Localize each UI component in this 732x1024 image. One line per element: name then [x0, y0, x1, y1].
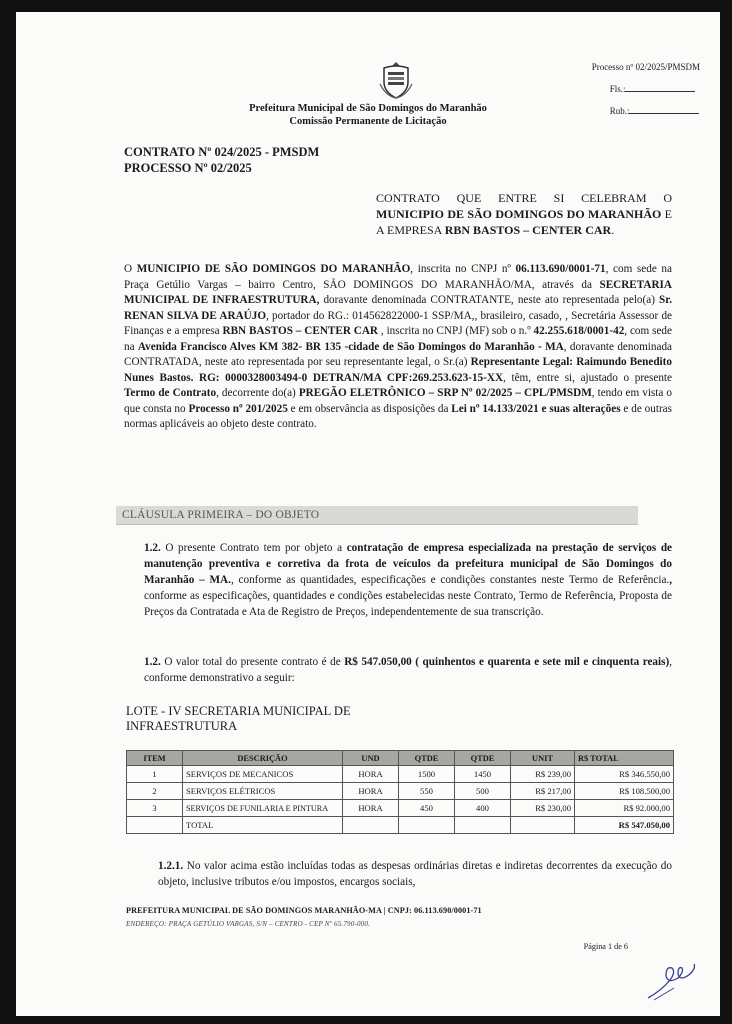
item-text: , conforme demonstrativo a seguir:: [144, 656, 673, 684]
item-number: 1.2.: [144, 542, 161, 554]
col-header-item: ITEM: [127, 751, 183, 766]
preamble-text: , tendo em vista o que consta no: [124, 387, 673, 415]
cell-descricao: SERVIÇOS DE FUNILARIA E PINTURA: [183, 800, 343, 817]
cell-empty: [127, 817, 183, 834]
preamble-text: , decorrente do(a): [216, 387, 299, 399]
preamble-text: , com sede na Praça Getúlio Vargas – bairro Centro, SÃO DOMINGOS DO MARANHÃO/MA, através da: [124, 263, 672, 291]
footer-endereco: ENDEREÇO: PRAÇA GETÚLIO VARGAS, S/N – CENTRO - CEP Nº 65.790-000.: [126, 920, 371, 928]
cell-und: HORA: [343, 766, 399, 783]
cell-qtde: 550: [399, 783, 455, 800]
preamble-bold: PREGÃO ELETRÔNICO – SRP Nº 02/2025 – CPL/PMSDM: [298, 387, 592, 399]
process-title: PROCESSO Nº 02/2025: [124, 161, 252, 175]
table-row: [127, 783, 674, 800]
cell-unit: R$ 230,00: [511, 800, 575, 817]
preamble-bold: 42.255.618/0001-42: [533, 325, 625, 337]
clausula-primeira-heading: CLÁUSULA PRIMEIRA – DO OBJETO: [116, 506, 638, 525]
item-text: , conforme as quantidades, especificações e condições constantes neste Termo de Referência.: [230, 574, 670, 586]
cell-total: R$ 108.500,00: [575, 783, 674, 800]
preamble-text: , com sede na: [124, 325, 672, 353]
document-page: [16, 12, 720, 1016]
preamble-text: , inscrita no CNPJ (MF) sob o n.º: [378, 325, 534, 337]
preamble-text: e de outras normas aplicáveis ao objeto deste contrato.: [124, 402, 672, 430]
footer-prefeitura: PREFEITURA MUNICIPAL DE SÃO DOMINGOS MARANHÃO-MA | CNPJ: 06.113.690/0001-71: [126, 906, 482, 915]
ementa-text-2: E A EMPRESA: [376, 207, 672, 237]
preamble-text: e em observância as disposições da: [287, 402, 452, 415]
cell-qtde: 1500: [399, 766, 455, 783]
col-header-qtde-2: QTDE: [455, 751, 511, 766]
rub-label: Rub.:: [609, 106, 630, 116]
preamble-bold: MUNICIPIO DE SÃO DOMINGOS DO MARANHÃO: [136, 263, 411, 275]
preamble-bold: Representante Legal: Raimundo Benedito Nunes Bastos. RG: 0000328003494-0 DETRAN/MA CPF:269.253.623-15-XX: [124, 356, 672, 384]
col-header-unit: UNIT: [511, 751, 575, 766]
cell-empty: [455, 817, 511, 834]
table-row: [127, 800, 674, 817]
cell-qtde: 450: [399, 800, 455, 817]
item-number: 1.2.1.: [158, 860, 184, 872]
cell-unit: R$ 239,00: [511, 766, 575, 783]
cell-empty: [399, 817, 455, 834]
cell-item: 1: [127, 766, 183, 783]
cell-qtde-2: 1450: [455, 766, 511, 783]
ementa-text-3: .: [611, 223, 615, 237]
municipal-crest-icon: [378, 60, 414, 100]
header-prefeitura: Prefeitura Municipal de São Domingos do Maranhão: [249, 103, 487, 114]
cell-qtde-2: 500: [455, 783, 511, 800]
cell-und: HORA: [343, 783, 399, 800]
cell-descricao: SERVIÇOS ELÉTRICOS: [183, 783, 343, 800]
lote-title: LOTE - IV SECRETARIA MUNICIPAL DE INFRAESTRUTURA: [126, 704, 351, 733]
ementa-empresa: RBN BASTOS – CENTER CAR: [444, 223, 612, 237]
preamble-bold: Lei nº 14.133/2021 e suas alterações: [451, 402, 621, 415]
cell-descricao: SERVIÇOS DE MECANICOS: [183, 766, 343, 783]
table-row: [127, 766, 674, 783]
ementa-text-1: CONTRATO QUE ENTRE SI CELEBRAM O: [376, 191, 672, 205]
fls-label: Fls.:: [609, 84, 626, 94]
col-header-descricao: DESCRIÇÃO: [183, 751, 343, 766]
cell-total-value: R$ 547.050,00: [575, 817, 674, 834]
preamble-bold: 06.113.690/0001-71: [515, 263, 606, 275]
cell-und: HORA: [343, 800, 399, 817]
cell-item: 2: [127, 783, 183, 800]
ementa-municipio: MUNICIPIO DE SÃO DOMINGOS DO MARANHÃO: [376, 207, 662, 221]
item-bold: R$ 547.050,00 ( quinhentos e quarenta e sete mil e cinquenta reais): [344, 656, 670, 668]
item-number: 1.2.: [144, 656, 161, 668]
preamble-paragraph: [124, 262, 672, 433]
preamble-bold: SECRETARIA MUNICIPAL DE INFRAESTRUTURA,: [124, 278, 672, 306]
item-text: O presente Contrato tem por objeto a: [160, 542, 347, 554]
preamble-text: O: [124, 263, 137, 275]
contract-titles: [124, 144, 319, 176]
item-bold: ,: [669, 574, 673, 586]
cell-qtde-2: 400: [455, 800, 511, 817]
rubric-signature-icon: [644, 954, 704, 1004]
preamble-bold: RBN BASTOS – CENTER CAR: [222, 325, 379, 337]
preamble-text: doravante denominada CONTRATANTE, neste ato representada pelo(a): [319, 294, 660, 306]
cell-empty: [511, 817, 575, 834]
col-header-total: R$ TOTAL: [575, 751, 674, 766]
document-header: [16, 102, 720, 128]
preamble-text: , têm, entre si, ajustado o presente: [503, 371, 673, 384]
col-header-qtde: QTDE: [399, 751, 455, 766]
price-table: [126, 750, 674, 834]
table-header-row: [127, 751, 674, 766]
table-total-row: [127, 817, 674, 834]
preamble-text: , doravante denominada CONTRATADA, neste ato representada por seu representante legal, o Sr.(a): [124, 340, 673, 368]
header-comissao: Comissão Permanente de Licitação: [289, 116, 447, 127]
preamble-bold: Processo nº 201/2025: [188, 402, 288, 415]
cell-item: 3: [127, 800, 183, 817]
cell-total: R$ 92.000,00: [575, 800, 674, 817]
fls-line: [625, 83, 695, 92]
preamble-bold: Sr. RENAN SILVA DE ARAÚJO: [124, 294, 672, 322]
cell-total: R$ 346.550,00: [575, 766, 674, 783]
item-bold: contratação de empresa especializada na prestação de serviços de manutenção preventiva e corretiva da frota de veículos da prefeitura municipal de São Domingos do Maranhão – MA.: [144, 542, 673, 586]
col-header-und: UND: [343, 751, 399, 766]
preamble-bold: Avenida Francisco Alves KM 382- BR 135 -cidade de São Domingos do Maranhão - MA: [137, 340, 564, 353]
preamble-text: , portador do RG.: 014562822000-1 SSP/MA,, brasileiro, casado, , Secretária Assessor de Finanças e a empresa: [124, 309, 673, 337]
preamble-text: , inscrita no CNPJ nº: [410, 263, 516, 275]
preamble-bold: Termo de Contrato: [124, 387, 217, 399]
item-1-2-objeto: [144, 540, 672, 620]
cell-empty: [343, 817, 399, 834]
cell-total-label: TOTAL: [183, 817, 343, 834]
contract-number: CONTRATO Nº 024/2025 - PMSDM: [124, 145, 320, 159]
item-text: O valor total do presente contrato é de: [160, 656, 345, 668]
ementa: [376, 190, 672, 238]
cell-unit: R$ 217,00: [511, 783, 575, 800]
item-1-2-valor: [144, 654, 672, 686]
item-1-2-1: [158, 858, 672, 890]
process-number: Processo nº 02/2025/PMSDM: [591, 62, 700, 72]
item-text: conforme as especificações, quantidades e condições estabelecidas neste Contrato, Termo de Referência, Proposta de Preços da Contratada e Ata de Registro de Preços, independentemente de sua transcrição.: [144, 590, 672, 618]
item-text: No valor acima estão incluídas todas as despesas ordinárias diretas e indiretas decorrentes da execução do objeto, inclusive tributos e/ou impostos, encargos sociais,: [158, 860, 672, 888]
page-number: Página 1 de 6: [583, 942, 628, 951]
